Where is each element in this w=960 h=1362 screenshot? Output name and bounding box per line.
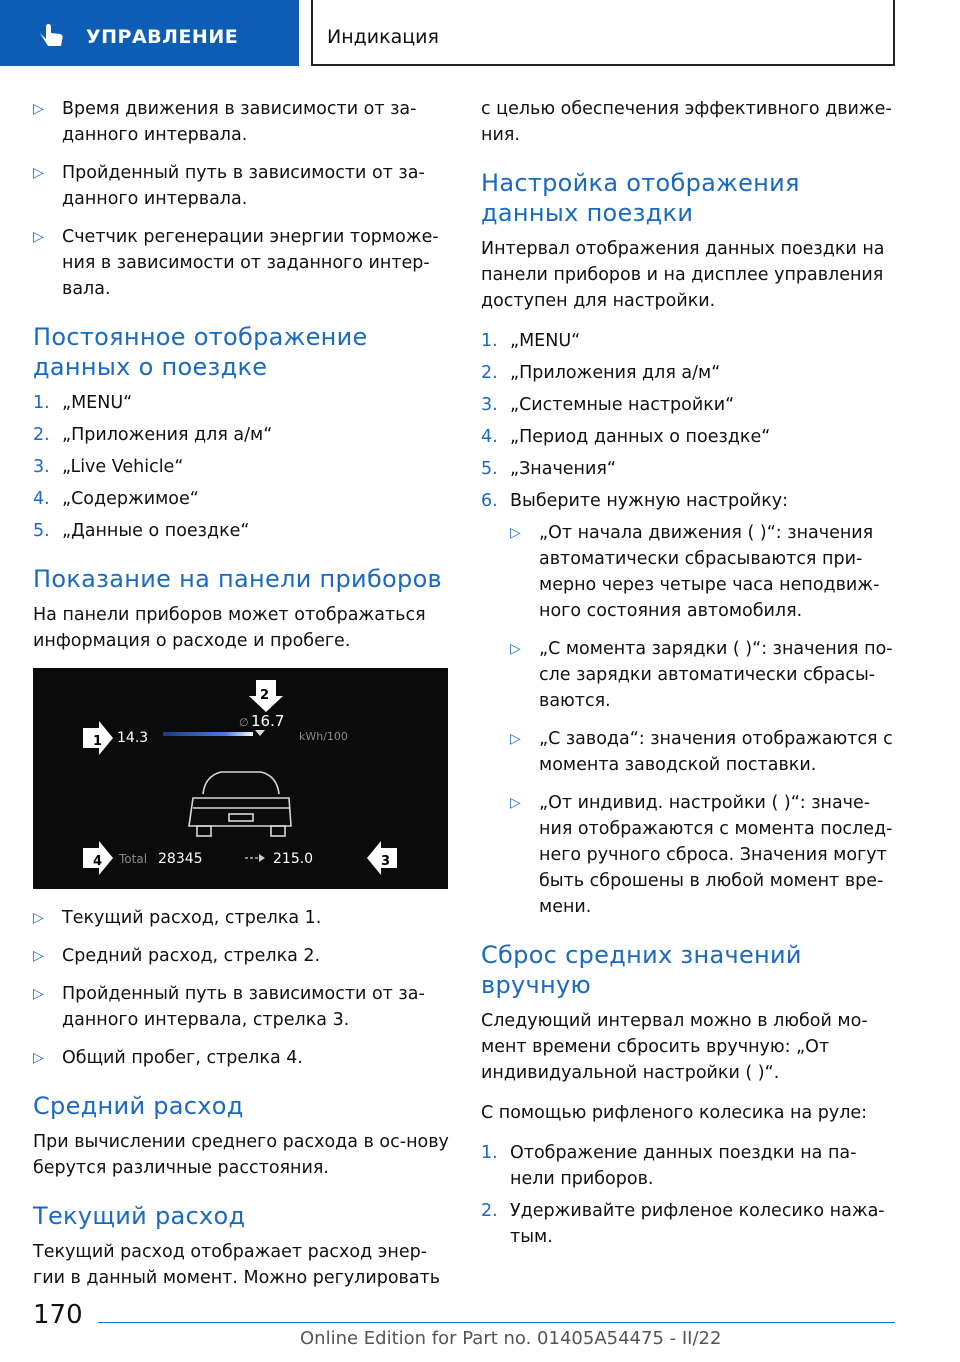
step-item: 1. „MENU“ (481, 331, 581, 351)
heading-instrument-display: Показание на панели приборов (33, 565, 443, 593)
paragraph-reset-2: С помощью рифленого колесика на руле: (481, 1103, 868, 1123)
unit-label: kWh/100 (299, 730, 348, 743)
section-tab (0, 0, 299, 66)
step-item: 2. „Приложения для а/м“ (33, 425, 273, 445)
step-item: 6. Выберите нужную настройку: (481, 491, 789, 511)
hand-pointer-icon (36, 21, 66, 49)
step-item: 5. „Данные о поездке“ (33, 521, 250, 541)
step-item: 1. „MENU“ (33, 393, 133, 413)
trip-distance-value: 215.0 (273, 851, 314, 867)
arrow-3-icon (367, 841, 397, 875)
footer-divider (98, 1322, 895, 1323)
svg-text:3: 3 (381, 854, 391, 869)
arrow-4-icon (83, 841, 113, 875)
list-item: ▷ Время движения в зависимости от за-данного интервала. (33, 96, 453, 148)
triangle-bullet-icon: ▷ (510, 731, 521, 747)
left-column (33, 96, 453, 1305)
paragraph-display: На панели приборов может отображаться информация о расходе и пробеге. (33, 605, 426, 651)
page-header (0, 0, 960, 66)
instrument-panel-image (33, 668, 448, 889)
list-item: ▷ Средний расход, стрелка 2. (33, 943, 453, 969)
step-item: 4. „Содержимое“ (33, 489, 199, 509)
list-item: ▷ Общий пробег, стрелка 4. (33, 1045, 453, 1071)
triangle-bullet-icon: ▷ (33, 910, 44, 926)
section-title: УПРАВЛЕНИЕ (86, 26, 239, 48)
svg-text:4: 4 (93, 854, 103, 869)
list-item: ▷ Текущий расход, стрелка 1. (33, 905, 453, 931)
heading-permanent-trip-data: Постоянное отображение данных о поездке (33, 323, 368, 381)
triangle-bullet-icon: ▷ (510, 641, 521, 657)
total-mileage-value: 28345 (158, 851, 203, 867)
consumption-bar (163, 732, 253, 736)
instrument-panel-graphic (33, 668, 448, 889)
current-consumption-value: 14.3 (117, 730, 149, 746)
step-item: 4. „Период данных о поездке“ (481, 427, 771, 447)
edition-text: Online Edition for Part no. 01405A54475 - II/22 (300, 1328, 722, 1349)
triangle-bullet-icon: ▷ (33, 986, 44, 1002)
heading-average-consumption: Средний расход (33, 1092, 244, 1120)
list-item: ▷ Счетчик регенерации энергии торможе-ния в зависимости от заданного интер-вала. (33, 224, 453, 302)
list-item: ▷ „От индивид. настройки ( )“: значе-ния отображаются с момента послед-него ручного сброса. Значения могут быть сброшены в любой момент вре-мени. (510, 790, 901, 920)
triangle-bullet-icon: ▷ (33, 948, 44, 964)
page-footer (0, 1290, 960, 1362)
step-item: 5. „Значения“ (481, 459, 616, 479)
paragraph-setting: Интервал отображения данных поездки на панели приборов и на дисплее управления доступен для настройки. (481, 239, 885, 311)
chapter-title: Индикация (327, 26, 439, 48)
triangle-bullet-icon: ▷ (510, 795, 521, 811)
average-symbol: ∅ (239, 716, 249, 729)
heading-current-consumption: Текущий расход (33, 1202, 246, 1230)
total-label: Total (119, 852, 148, 866)
sub-list (510, 520, 901, 920)
paragraph-reset-1: Следующий интервал можно в любой мо-мент времени сбросить вручную: „От индивидуальной настройки ( )“. (481, 1011, 868, 1083)
svg-text:1: 1 (93, 734, 103, 749)
list-item: ▷ „С завода“: значения отображаются с момента заводской поставки. (510, 726, 901, 778)
list-item: ▷ „С момента зарядки ( )“: значения по-сле зарядки автоматически сбрасы-ваются. (510, 636, 901, 714)
paragraph-continuation: с целью обеспечения эффективного движе-ния. (481, 99, 892, 145)
step-item: 1. Отображение данных поездки на па-нели приборов. (481, 1143, 857, 1189)
step-item: 2. Удерживайте рифленое колесико нажа-тым. (481, 1201, 885, 1247)
chapter-tab (311, 0, 895, 66)
arrow-1-icon (83, 721, 113, 755)
step-item: 3. „Системные настройки“ (481, 395, 735, 415)
average-consumption-value: 16.7 (251, 712, 285, 730)
triangle-bullet-icon: ▷ (510, 525, 521, 541)
right-column (481, 96, 901, 1256)
triangle-bullet-icon: ▷ (33, 1050, 44, 1066)
triangle-bullet-icon: ▷ (33, 165, 44, 181)
list-item: ▷ „От начала движения ( )“: значения автоматически сбрасываются при-мерно через четыре часа неподвиж-ного состояния автомобиля. (510, 520, 901, 624)
heading-trip-display-setting: Настройка отображения данных поездки (481, 169, 800, 227)
list-item: ▷ Пройденный путь в зависимости от за-данного интервала. (33, 160, 453, 212)
triangle-bullet-icon: ▷ (33, 101, 44, 117)
average-marker-icon (255, 730, 265, 736)
arrow-2-icon (249, 680, 283, 712)
triangle-bullet-icon: ▷ (33, 229, 44, 245)
step-item: 3. „Live Vehicle“ (33, 457, 184, 477)
paragraph-current: Текущий расход отображает расход энер-гии в данный момент. Можно регулировать (33, 1242, 441, 1288)
paragraph-average: При вычислении среднего расхода в ос-нову берутся различные расстояния. (33, 1132, 449, 1178)
list-item: ▷ Пройденный путь в зависимости от за-данного интервала, стрелка 3. (33, 981, 453, 1033)
step-item: 2. „Приложения для а/м“ (481, 363, 721, 383)
car-outline-icon (189, 772, 291, 836)
heading-manual-reset: Сброс средних значений вручную (481, 941, 802, 999)
trip-distance-icon (245, 854, 265, 862)
page-number: 170 (33, 1300, 83, 1330)
svg-text:2: 2 (260, 688, 270, 703)
